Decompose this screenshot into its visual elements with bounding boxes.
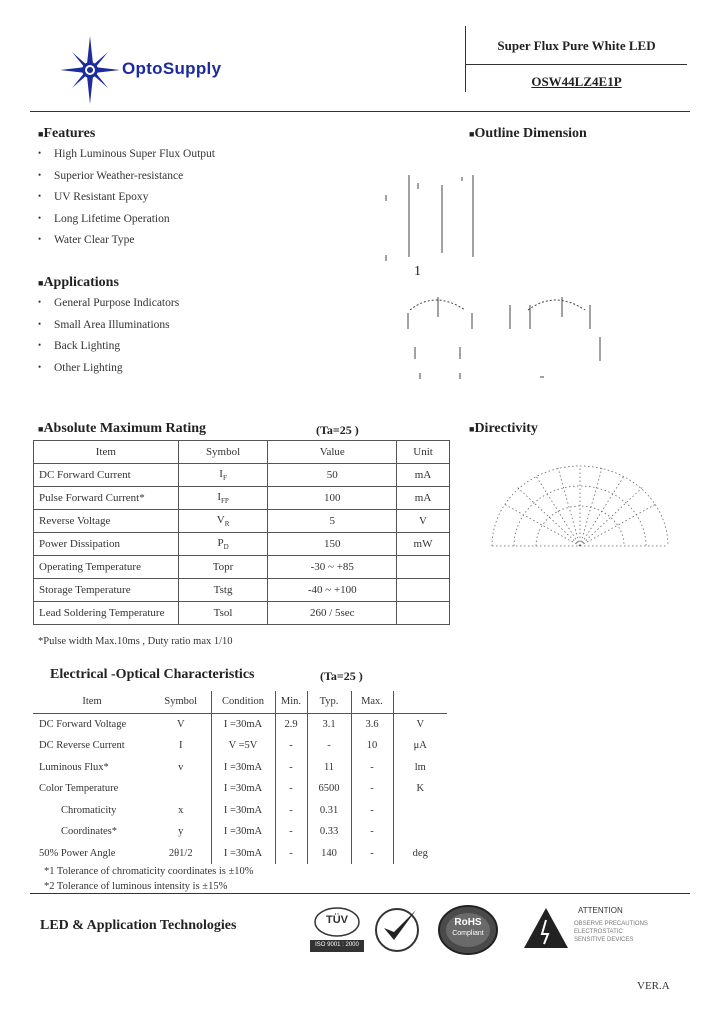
- table-row: [34, 487, 450, 510]
- cell-item: DC Reverse Current: [39, 740, 125, 752]
- cell-value: 50: [268, 464, 397, 487]
- part-number: OSW44LZ4E1P: [531, 74, 622, 89]
- table-row: [33, 713, 447, 735]
- electrical-optical-table: [33, 691, 447, 864]
- column-header: Unit: [397, 441, 450, 464]
- table-row: [34, 510, 450, 533]
- rohs-label: RoHS: [454, 917, 482, 928]
- applications-list: [30, 297, 330, 383]
- cell-unit: mW: [397, 533, 450, 556]
- cell-item: Operating Temperature: [34, 556, 179, 579]
- cell-item: Color Temperature: [39, 783, 119, 795]
- rohs-sublabel: Compliant: [452, 930, 484, 937]
- cell-symbol: I: [179, 740, 183, 752]
- cell-item: DC Forward Current: [34, 464, 179, 487]
- cell-unit: deg: [393, 843, 447, 865]
- cell-max: -: [351, 843, 393, 865]
- cell-max: -: [351, 757, 393, 779]
- cell-unit: [397, 556, 450, 579]
- cell-symbol: y: [178, 826, 184, 838]
- cell-symbol: Tstg: [178, 579, 268, 602]
- tuv-label: TÜV: [326, 914, 348, 926]
- company-name: LED & Application Technologies: [40, 918, 237, 933]
- cell-min: -: [275, 843, 307, 865]
- column-header: Min.: [275, 691, 307, 713]
- table-row: [33, 800, 447, 822]
- column-header: Value: [268, 441, 397, 464]
- cell-unit: μA: [393, 735, 447, 757]
- cell-item: Lead Soldering Temperature: [34, 602, 179, 625]
- absolute-maximum-rating-table: [33, 440, 450, 625]
- cell-item: Reverse Voltage: [34, 510, 179, 533]
- cell-max: 3.6: [351, 713, 393, 735]
- cell-typ: 0.31: [307, 800, 351, 822]
- cell-item: 50% Power Angle: [39, 847, 116, 859]
- cell-unit: [397, 602, 450, 625]
- table-row: [33, 735, 447, 757]
- eo-footnote-1: *1 Tolerance of chromaticity coordinates is ±10%: [44, 866, 254, 877]
- cell-value: 260 / 5sec: [268, 602, 397, 625]
- cell-typ: -: [307, 735, 351, 757]
- cell-unit: [393, 800, 447, 822]
- amr-heading: ■Absolute Maximum Rating: [38, 421, 206, 436]
- cell-item: Chromaticity: [61, 804, 117, 816]
- cell-condition: I =30mA: [211, 800, 275, 822]
- cell-typ: 11: [307, 757, 351, 779]
- cell-item: Coordinates*: [61, 826, 117, 838]
- cell-typ: 140: [307, 843, 351, 865]
- directivity-heading: ■Directivity: [469, 421, 538, 436]
- tuv-badge: [306, 906, 368, 958]
- list-item: • Other Lighting: [30, 362, 330, 384]
- table-header-row: [33, 691, 447, 713]
- list-item: • Water Clear Type: [30, 234, 330, 256]
- cell-min: -: [275, 778, 307, 800]
- column-header: Symbol: [151, 691, 211, 713]
- list-item: • Long Lifetime Operation: [30, 213, 330, 235]
- cell-value: -30 ~ +85: [268, 556, 397, 579]
- eo-footnote-2: *2 Tolerance of luminous intensity is ±15%: [44, 881, 228, 892]
- version-label: VER.A: [637, 980, 670, 992]
- cell-typ: 0.33: [307, 821, 351, 843]
- cell-unit: K: [393, 778, 447, 800]
- cell-item: Luminous Flux*: [39, 761, 109, 773]
- cell-unit: V: [393, 713, 447, 735]
- table-row: [34, 602, 450, 625]
- cell-value: 5: [268, 510, 397, 533]
- cell-symbol: 2θ1/2: [168, 847, 193, 859]
- applications-heading: ■Applications: [38, 275, 119, 290]
- brand-name: OptoSupply: [122, 59, 222, 78]
- table-row: [33, 757, 447, 779]
- column-header: Max.: [351, 691, 393, 713]
- rohs-badge: [436, 903, 500, 957]
- outline-drawing: [380, 165, 620, 390]
- cell-min: -: [275, 800, 307, 822]
- table-header-row: [34, 441, 450, 464]
- outline-label: 1: [414, 264, 421, 279]
- cell-symbol: v: [178, 761, 184, 773]
- cell-symbol: V: [176, 718, 185, 730]
- cell-min: -: [275, 821, 307, 843]
- cell-symbol: $V_R$: [178, 510, 268, 533]
- features-heading: ■Features: [38, 126, 96, 141]
- column-header: Condition: [211, 691, 275, 713]
- cell-unit: mA: [397, 487, 450, 510]
- cell-symbol: [151, 778, 211, 800]
- cell-symbol: x: [178, 804, 184, 816]
- cell-condition: I =30mA: [211, 821, 275, 843]
- esd-warning: [520, 902, 690, 954]
- column-header: Item: [33, 691, 151, 713]
- product-title: Super Flux Pure White LED: [497, 38, 656, 53]
- cell-condition: I =30mA: [211, 757, 275, 779]
- table-row: [34, 556, 450, 579]
- cell-min: -: [275, 735, 307, 757]
- cell-condition: V =5V: [211, 735, 275, 757]
- eo-heading: Electrical -Optical Characteristics: [50, 667, 255, 682]
- cell-symbol: $I_{FP}$: [178, 487, 268, 510]
- list-item: • Back Lighting: [30, 340, 330, 362]
- cell-max: -: [351, 821, 393, 843]
- footer-divider: [30, 893, 690, 894]
- table-row: [33, 843, 447, 865]
- table-row: [34, 464, 450, 487]
- directivity-chart: [488, 458, 672, 552]
- cell-value: 100: [268, 487, 397, 510]
- header-divider: [30, 111, 690, 112]
- esd-warning-icon: [522, 906, 570, 950]
- cell-condition: I =30mA: [211, 713, 275, 735]
- column-header: Symbol: [178, 441, 268, 464]
- cell-item: Power Dissipation: [34, 533, 179, 556]
- cell-max: -: [351, 800, 393, 822]
- cell-condition: I =30mA: [211, 843, 275, 865]
- list-item: • High Luminous Super Flux Output: [30, 148, 330, 170]
- table-row: [33, 821, 447, 843]
- column-header: Item: [34, 441, 179, 464]
- column-header: [393, 691, 447, 713]
- cell-condition: I =30mA: [211, 778, 275, 800]
- iso-label: ISO 9001 : 2000: [315, 942, 359, 948]
- cell-item: Storage Temperature: [34, 579, 179, 602]
- cell-item: DC Forward Voltage: [39, 718, 127, 730]
- cell-value: 150: [268, 533, 397, 556]
- cell-typ: 6500: [307, 778, 351, 800]
- certified-check-icon: [372, 904, 422, 954]
- attention-label: ATTENTION: [578, 906, 623, 915]
- cell-unit: mA: [397, 464, 450, 487]
- esd-text: OBSERVE PRECAUTIONS ELECTROSTATIC SENSITIVE DEVICES: [574, 921, 648, 943]
- table-row: [34, 533, 450, 556]
- cell-symbol: $P_D$: [178, 533, 268, 556]
- title-box: [465, 26, 687, 92]
- eo-condition: (Ta=25 ): [320, 669, 363, 683]
- amr-footnote: *Pulse width Max.10ms , Duty ratio max 1/10: [38, 636, 233, 647]
- cell-max: -: [351, 778, 393, 800]
- cell-item: Pulse Forward Current*: [34, 487, 179, 510]
- table-row: [33, 778, 447, 800]
- cell-symbol: Tsol: [178, 602, 268, 625]
- cell-unit: [397, 579, 450, 602]
- list-item: • UV Resistant Epoxy: [30, 191, 330, 213]
- cell-typ: 3.1: [307, 713, 351, 735]
- cell-min: -: [275, 757, 307, 779]
- cell-symbol: Topr: [178, 556, 268, 579]
- cell-unit: lm: [393, 757, 447, 779]
- cell-symbol: $I_F$: [178, 464, 268, 487]
- cell-max: 10: [351, 735, 393, 757]
- list-item: • Small Area Illuminations: [30, 319, 330, 341]
- column-header: Typ.: [307, 691, 351, 713]
- features-list: [30, 148, 330, 256]
- cell-unit: [393, 821, 447, 843]
- cell-value: -40 ~ +100: [268, 579, 397, 602]
- cell-min: 2.9: [275, 713, 307, 735]
- table-row: [34, 579, 450, 602]
- list-item: • General Purpose Indicators: [30, 297, 330, 319]
- outline-heading: ■Outline Dimension: [469, 126, 587, 141]
- cell-unit: V: [397, 510, 450, 533]
- amr-condition: (Ta=25 ): [316, 423, 359, 437]
- list-item: • Superior Weather-resistance: [30, 170, 330, 192]
